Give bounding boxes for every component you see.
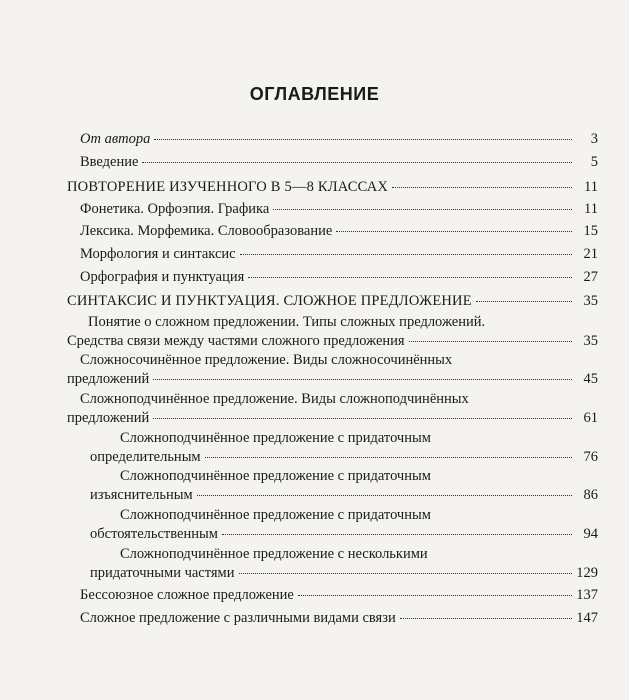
toc-entry-label: придаточными частями	[90, 565, 235, 581]
toc-entry-multiple-clauses[interactable]	[90, 545, 598, 583]
toc-entry-label-line1: Сложноподчинённое предложение с придаточным	[120, 430, 431, 446]
toc-entry-asyndetic-sentence[interactable]	[80, 586, 598, 605]
toc-entry-introduction[interactable]	[80, 153, 598, 172]
toc-entry-label: Лексика. Морфемика. Словообразование	[80, 223, 333, 239]
toc-entry-page: 86	[583, 487, 598, 503]
toc-entry-label: изъяснительным	[90, 487, 193, 503]
toc-entry-label: Фонетика. Орфоэпия. Графика	[80, 201, 270, 217]
toc-entry-page: 5	[590, 154, 598, 170]
toc-entry-compound-sentence[interactable]	[67, 351, 598, 389]
toc-entry-page: 27	[583, 269, 598, 285]
dot-leader	[222, 534, 572, 535]
toc-entry-label: предложений	[67, 371, 150, 387]
toc-entry-label-line1: Сложноподчинённое предложение с несколькими	[120, 546, 428, 562]
toc-entry-page: 15	[583, 223, 598, 239]
dot-leader	[154, 139, 572, 140]
toc-title: ОГЛАВЛЕНИЕ	[249, 84, 380, 104]
toc-entry-mixed-connection-sentence[interactable]	[80, 609, 598, 628]
toc-entry-label: СИНТАКСИС И ПУНКТУАЦИЯ. СЛОЖНОЕ ПРЕДЛОЖЕНИЕ	[67, 293, 472, 309]
toc-entry-page: 76	[583, 449, 598, 465]
toc-entry-label: Средства связи между частями сложного предложения	[67, 333, 405, 349]
toc-entry-page: 11	[584, 201, 598, 217]
toc-entry-label-line1: Сложноподчинённое предложение с придаточным	[120, 468, 431, 484]
toc-entry-phonetics[interactable]	[80, 200, 598, 219]
dot-leader	[239, 573, 573, 574]
dot-leader	[153, 418, 572, 419]
toc-entry-page: 94	[583, 526, 598, 542]
dot-leader	[273, 209, 572, 210]
dot-leader	[248, 277, 572, 278]
toc-entry-orthography[interactable]	[80, 268, 598, 287]
toc-entry-syntax-section[interactable]	[67, 292, 598, 311]
toc-entry-attributive-clause[interactable]	[90, 429, 598, 467]
dot-leader	[298, 595, 572, 596]
toc-entry-label: Морфология и синтаксис	[80, 246, 236, 262]
toc-entry-complex-subordinate-sentence[interactable]	[67, 390, 598, 428]
toc-entry-label: От автора	[80, 131, 151, 147]
toc-entry-lexicon[interactable]	[80, 222, 598, 241]
toc-entry-page: 11	[584, 179, 598, 195]
toc-entry-label-line1: Сложноподчинённое предложение. Виды сложноподчинённых	[80, 391, 469, 407]
toc-entry-label: Введение	[80, 154, 139, 170]
toc-entry-from-author[interactable]	[80, 130, 598, 149]
toc-entry-complex-sentence-concept[interactable]	[67, 313, 598, 351]
toc-entry-page: 137	[576, 587, 598, 603]
toc-entry-morphology[interactable]	[80, 245, 598, 264]
toc-entry-label: Орфография и пунктуация	[80, 269, 245, 285]
toc-entry-page: 35	[583, 333, 598, 349]
dot-leader	[205, 457, 572, 458]
dot-leader	[409, 341, 572, 342]
dot-leader	[197, 495, 572, 496]
toc-entry-label: Бессоюзное сложное предложение	[80, 587, 294, 603]
toc-entry-label: определительным	[90, 449, 201, 465]
dot-leader	[476, 301, 572, 302]
toc-entry-page: 61	[583, 410, 598, 426]
toc-entry-page: 21	[583, 246, 598, 262]
toc-entry-label-line1: Сложносочинённое предложение. Виды сложносочинённых	[80, 352, 453, 368]
toc-entry-page: 45	[583, 371, 598, 387]
toc-entry-review-section[interactable]	[67, 178, 598, 197]
toc-entry-page: 35	[583, 293, 598, 309]
dot-leader	[142, 162, 572, 163]
toc-entry-page: 129	[576, 565, 598, 581]
toc-entry-label-line1: Понятие о сложном предложении. Типы сложных предложений.	[88, 314, 486, 330]
toc-entry-label: обстоятельственным	[90, 526, 218, 542]
toc-entry-label: Сложное предложение с различными видами связи	[80, 610, 396, 626]
toc-entry-adverbial-clause[interactable]	[90, 506, 598, 544]
toc-entry-page: 147	[576, 610, 598, 626]
toc-entry-label: ПОВТОРЕНИЕ ИЗУЧЕННОГО В 5—8 КЛАССАХ	[67, 179, 389, 195]
dot-leader	[400, 618, 572, 619]
toc-entry-page: 3	[590, 131, 598, 147]
dot-leader	[153, 379, 572, 380]
dot-leader	[240, 254, 572, 255]
dot-leader	[392, 187, 572, 188]
dot-leader	[336, 231, 572, 232]
toc-entry-label: предложений	[67, 410, 150, 426]
toc-entry-explanatory-clause[interactable]	[90, 467, 598, 505]
toc-entry-label-line1: Сложноподчинённое предложение с придаточным	[120, 507, 431, 523]
